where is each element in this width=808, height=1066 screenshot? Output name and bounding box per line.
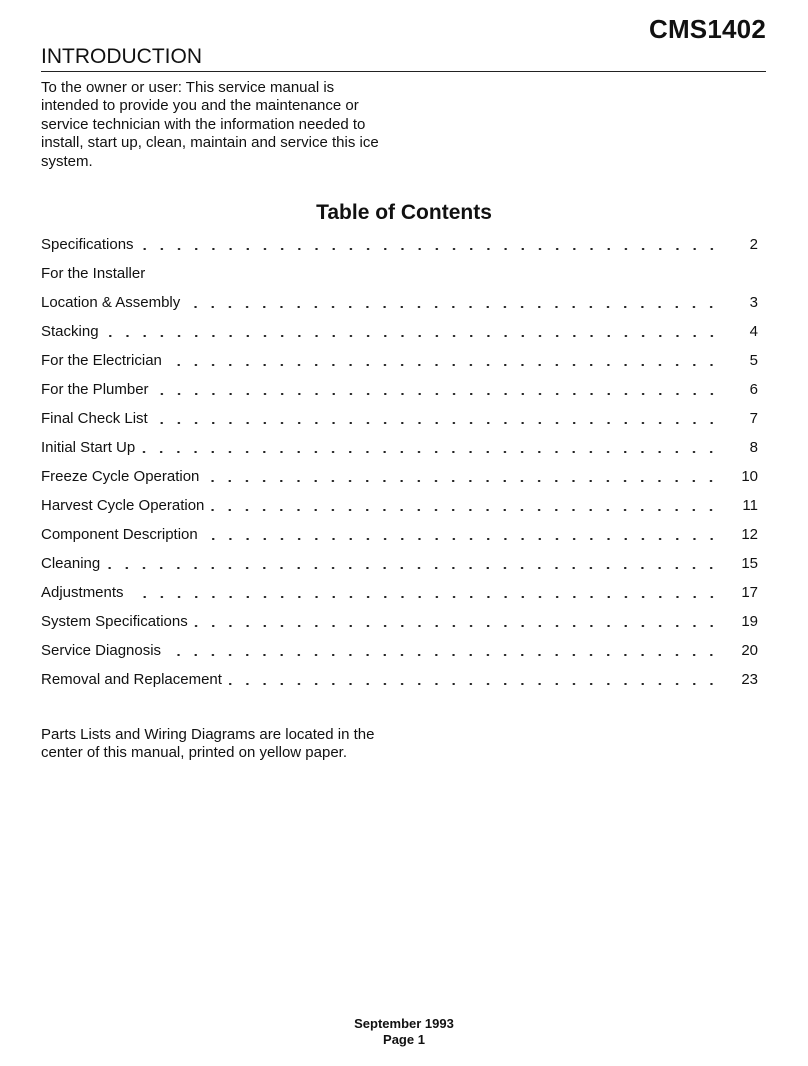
toc-entry-page: 4 [749, 323, 758, 340]
toc-entry-label: Adjustments [41, 584, 130, 601]
toc-entry-page: 23 [741, 671, 758, 688]
section-title: INTRODUCTION [41, 45, 202, 68]
toc-entry-label: For the Installer [41, 265, 151, 282]
model-number: CMS1402 [648, 14, 766, 44]
toc-title: Table of Contents [316, 201, 492, 224]
intro-paragraph: To the owner or user: This service manual is intended to provide you and the maintenance or service technician with the information needed to install, start up, clean, maintain and service this ice system. [41, 79, 379, 170]
toc-heading-for-the-installer [41, 259, 758, 288]
toc-leader-dots [141, 451, 720, 453]
toc-entry-stacking[interactable] [41, 317, 758, 346]
toc-leader-dots [106, 567, 720, 569]
toc-leader-dots [168, 364, 720, 366]
toc-entry-label: For the Plumber [41, 381, 155, 398]
toc-entry-page: 3 [749, 294, 758, 311]
toc-entry-freeze-cycle-operation[interactable] [41, 462, 758, 491]
toc-entry-page: 5 [749, 352, 758, 369]
toc-leader-dots [210, 509, 720, 511]
toc-entry-page: 7 [749, 410, 758, 427]
toc-entry-page: 6 [749, 381, 758, 398]
toc-entry-page: 20 [741, 642, 758, 659]
toc-entry-label: Service Diagnosis [41, 642, 167, 659]
toc-entry-final-check-list[interactable] [41, 404, 758, 433]
toc-leader-dots [140, 248, 720, 250]
toc-entry-component-description[interactable] [41, 520, 758, 549]
toc-entry-page: 19 [741, 613, 758, 630]
toc-entry-page: 2 [749, 236, 758, 253]
toc-leader-dots [205, 480, 720, 482]
footer-page-number: Page 1 [383, 1031, 425, 1047]
toc-entry-label: Location & Assembly [41, 294, 186, 311]
toc-entry-for-the-plumber[interactable] [41, 375, 758, 404]
toc-entry-adjustments[interactable] [41, 578, 758, 607]
footer-date: September 1993 [354, 1016, 454, 1031]
toc-entry-label: Freeze Cycle Operation [41, 468, 205, 485]
toc-entry-initial-start-up[interactable] [41, 433, 758, 462]
toc-entry-label: System Specifications [41, 613, 194, 630]
toc-entry-label: For the Electrician [41, 352, 168, 369]
toc-entry-label: Final Check List [41, 410, 154, 427]
toc-entry-label: Specifications [41, 236, 140, 253]
toc-entry-harvest-cycle-operation[interactable] [41, 491, 758, 520]
page-footer [0, 1016, 808, 1047]
toc-leader-dots [186, 306, 720, 308]
toc-entry-page: 17 [741, 584, 758, 601]
toc-entry-system-specifications[interactable] [41, 607, 758, 636]
table-of-contents [41, 230, 758, 694]
toc-entry-label: Component Description [41, 526, 204, 543]
toc-entry-service-diagnosis[interactable] [41, 636, 758, 665]
toc-entry-location-assembly[interactable] [41, 288, 758, 317]
toc-entry-for-the-electrician[interactable] [41, 346, 758, 375]
toc-leader-dots [155, 393, 720, 395]
toc-entry-page: 12 [741, 526, 758, 543]
toc-entry-removal-and-replacement[interactable] [41, 665, 758, 694]
toc-entry-page: 8 [749, 439, 758, 456]
toc-entry-label: Harvest Cycle Operation [41, 497, 210, 514]
toc-entry-page: 15 [741, 555, 758, 572]
header-rule [41, 71, 766, 72]
toc-entry-label: Initial Start Up [41, 439, 141, 456]
toc-entry-label: Cleaning [41, 555, 106, 572]
toc-leader-dots [154, 422, 720, 424]
parts-lists-note: Parts Lists and Wiring Diagrams are located in the center of this manual, printed on yellow paper. [41, 726, 375, 762]
toc-leader-dots [194, 625, 720, 627]
toc-entry-cleaning[interactable] [41, 549, 758, 578]
toc-entry-label: Removal and Replacement [41, 671, 228, 688]
toc-entry-page: 11 [742, 497, 758, 514]
toc-leader-dots [105, 335, 720, 337]
toc-leader-dots [130, 596, 720, 598]
toc-leader-dots [167, 654, 720, 656]
toc-entry-specifications[interactable] [41, 230, 758, 259]
toc-entry-label: Stacking [41, 323, 105, 340]
toc-leader-dots [228, 683, 720, 685]
toc-entry-page: 10 [741, 468, 758, 485]
toc-leader-dots [204, 538, 720, 540]
